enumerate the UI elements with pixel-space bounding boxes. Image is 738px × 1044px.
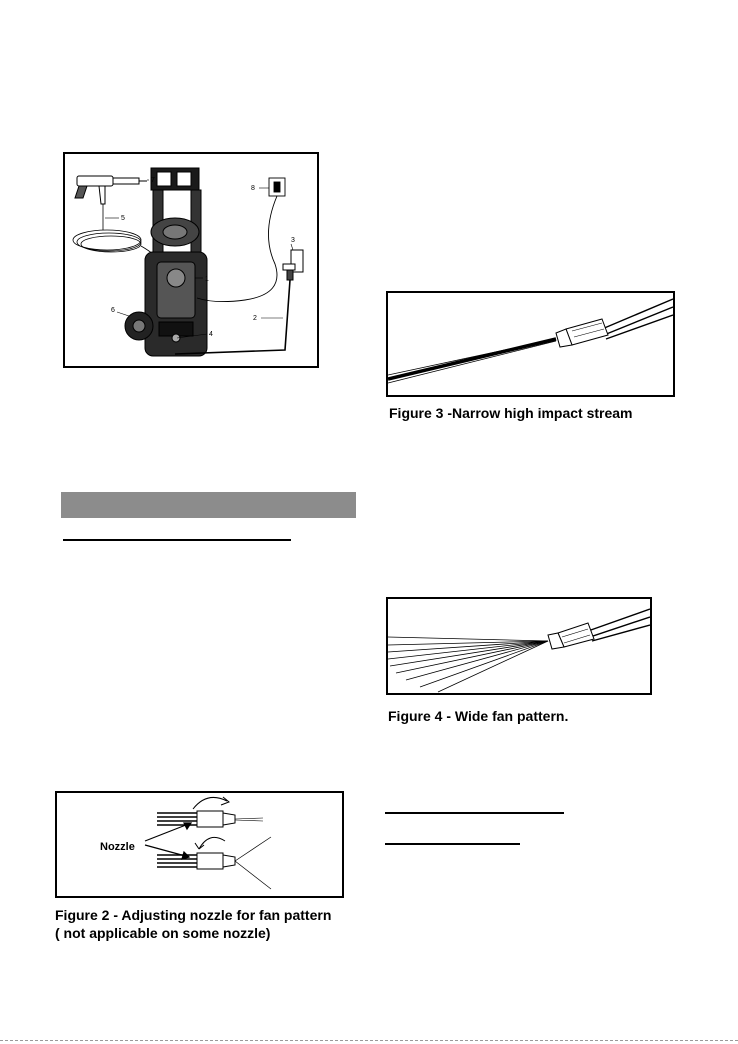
section-subheading-underline (63, 539, 291, 541)
power-cord-icon (197, 178, 285, 302)
callout-3: 3 (291, 237, 295, 244)
nozzle-upper-icon (157, 811, 263, 827)
wand-icon (548, 609, 650, 649)
nozzle-lower-icon (157, 837, 271, 889)
washer-body-icon (125, 168, 207, 356)
figure-2-caption (55, 906, 355, 942)
callout-2: 2 (253, 315, 257, 322)
subheading-underline-1 (385, 812, 564, 814)
subheading-underline-2 (385, 843, 520, 845)
callout-8: 8 (251, 185, 255, 192)
wand-icon (556, 299, 673, 347)
pointer-arrow-icon (145, 823, 191, 859)
wide-fan-illustration (388, 599, 650, 693)
rotate-arrow-icon (195, 837, 225, 849)
callout-1: 1 (205, 276, 209, 283)
section-header-bar (61, 492, 356, 518)
pressure-washer-illustration (65, 154, 317, 366)
figure-2-caption-line-2: ( not applicable on some nozzle) (55, 925, 271, 941)
nozzle-adjust-illustration (57, 793, 342, 896)
stream-icon (388, 339, 556, 383)
narrow-stream-illustration (388, 293, 673, 395)
figure-2-frame (55, 791, 344, 898)
callout-4: 4 (209, 331, 213, 338)
nozzle-label: Nozzle (100, 841, 135, 853)
rotate-arrow-icon (193, 797, 229, 809)
page-bottom-edge (0, 1040, 738, 1041)
callout-7: 7 (151, 177, 155, 184)
figure-1-frame (63, 152, 319, 368)
figure-2-caption-line-1: Figure 2 - Adjusting nozzle for fan pattern (55, 907, 332, 923)
callout-5: 5 (121, 215, 125, 222)
figure-4-frame (386, 597, 652, 695)
figure-4-caption: Figure 4 - Wide fan pattern. (388, 708, 569, 724)
figure-3-caption: Figure 3 -Narrow high impact stream (389, 405, 633, 421)
spray-gun-icon (75, 176, 147, 204)
callout-6: 6 (111, 307, 115, 314)
figure-3-frame (386, 291, 675, 397)
fan-spray-icon (388, 637, 548, 692)
